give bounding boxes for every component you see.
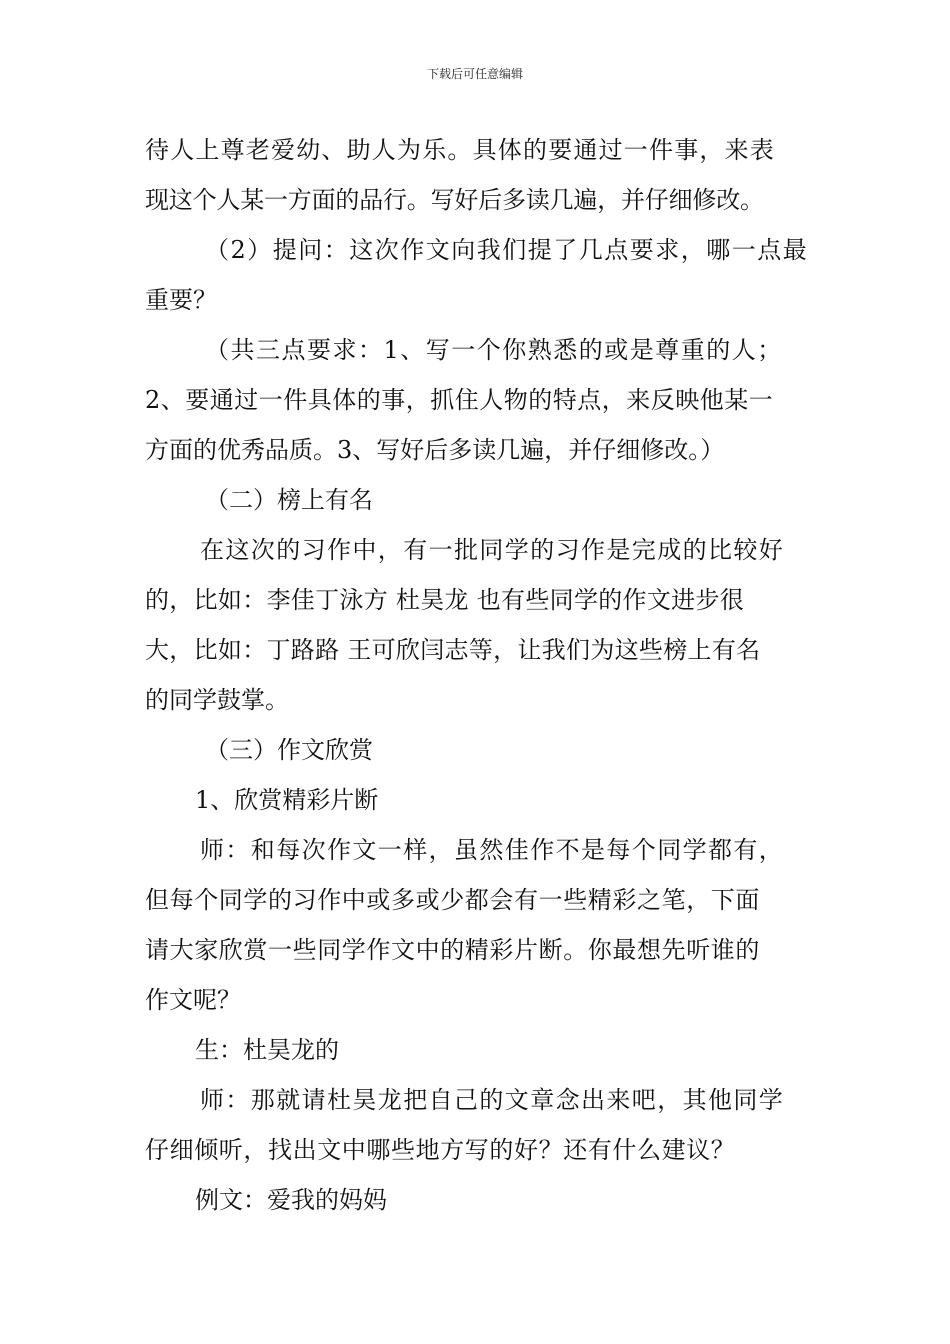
text-line: 大，比如：丁路路 王可欣闫志等，让我们为这些榜上有名: [145, 636, 761, 664]
text-line: 仔细倾听，找出文中哪些地方写的好？还有什么建议？: [145, 1136, 736, 1164]
page-header: 下载后可任意编辑: [426, 67, 523, 81]
text-line: 生：杜昊龙的: [195, 1036, 339, 1064]
text-line: 的同学鼓掌。: [145, 686, 289, 714]
text-line: 例文：爱我的妈妈: [195, 1186, 387, 1214]
text-line: 作文呢？: [145, 986, 241, 1014]
text-line: （2）提问：这次作文向我们提了几点要求，哪一点最: [205, 236, 809, 264]
text-line: （共三点要求：1、写一个你熟悉的或是尊重的人；: [205, 336, 783, 364]
text-line: 重要？: [145, 286, 217, 314]
text-line: 2、要通过一件具体的事，抓住人物的特点，来反映他某一: [145, 386, 774, 414]
section-heading: （二）榜上有名: [205, 486, 373, 514]
text-line: 师：和每次作文一样，虽然佳作不是每个同学都有，: [200, 836, 785, 864]
text-line: 待人上尊老爱幼、助人为乐。具体的要通过一件事，来表: [145, 136, 775, 164]
section-heading: （三）作文欣赏: [205, 736, 373, 764]
text-line: 方面的优秀品质。3、写好后多读几遍，并仔细修改。）: [145, 436, 725, 464]
text-line: 的，比如：李佳丁泳方 杜昊龙 也有些同学的作文进步很: [145, 586, 745, 614]
text-line: 在这次的习作中，有一批同学的习作是完成的比较好: [200, 536, 785, 564]
text-line: 师：那就请杜昊龙把自己的文章念出来吧，其他同学: [200, 1086, 785, 1114]
subsection-heading: 1、欣赏精彩片断: [195, 786, 379, 814]
text-line: 现这个人某一方面的品行。写好后多读几遍，并仔细修改。: [145, 186, 764, 214]
text-line: 但每个同学的习作中或多或少都会有一些精彩之笔，下面: [145, 886, 760, 914]
text-line: 请大家欣赏一些同学作文中的精彩片断。你最想先听谁的: [145, 936, 760, 964]
